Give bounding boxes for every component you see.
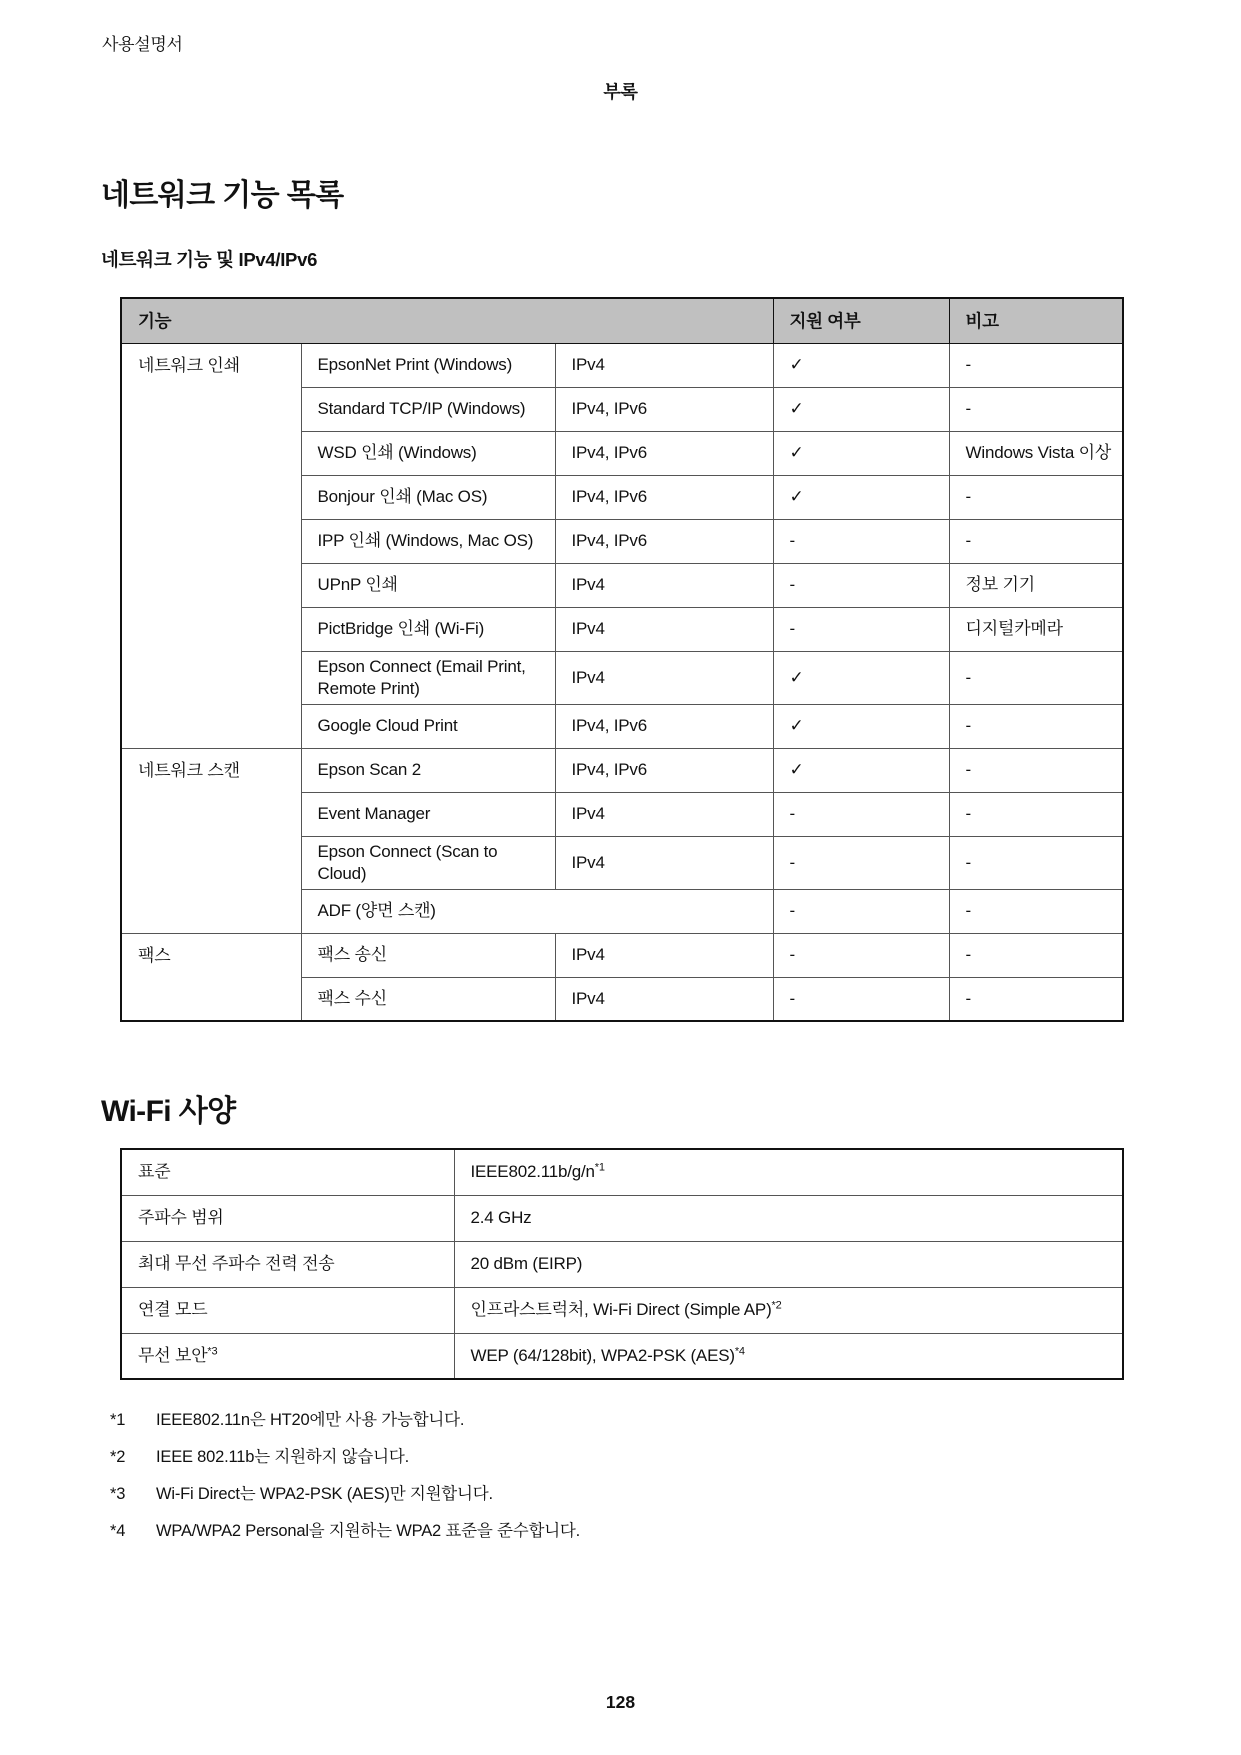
support-cell: -	[773, 977, 949, 1021]
note-cell: Windows Vista 이상	[949, 431, 1123, 475]
service-cell: Bonjour 인쇄 (Mac OS)	[301, 475, 555, 519]
footnote-marker: *3	[110, 1485, 126, 1503]
spec-value-footnote-ref: *4	[734, 1345, 745, 1358]
feature-group-cell: 팩스	[121, 933, 301, 1021]
service-cell: IPP 인쇄 (Windows, Mac OS)	[301, 519, 555, 563]
ip-cell: IPv4	[555, 792, 773, 836]
spec-label: 주파수 범위	[138, 1208, 224, 1227]
service-cell: Epson Connect (Email Print, Remote Print)	[301, 651, 555, 704]
footnote-text: WPA/WPA2 Personal을 지원하는 WPA2 표준을 준수합니다.	[156, 1522, 581, 1540]
table-row	[121, 343, 1123, 387]
service-cell: ADF (양면 스캔)	[301, 889, 773, 933]
spec-label-cell	[121, 1333, 454, 1379]
spec-label-cell	[121, 1287, 454, 1333]
page-number: 128	[605, 1692, 636, 1712]
note-cell: -	[949, 387, 1123, 431]
spec-label-footnote-ref: *3	[207, 1345, 218, 1358]
spec-label: 무선 보안	[138, 1345, 208, 1365]
note-cell: -	[949, 889, 1123, 933]
support-cell: -	[773, 563, 949, 607]
table-row	[121, 748, 1123, 792]
ip-cell: IPv4	[555, 607, 773, 651]
support-cell: ✓	[773, 651, 949, 704]
support-cell: -	[773, 607, 949, 651]
spec-value-footnote-ref: *2	[771, 1299, 782, 1312]
spec-label: 표준	[138, 1162, 171, 1182]
table-row	[121, 1241, 1123, 1287]
footnote	[110, 1483, 580, 1505]
running-header-appendix: 부록	[603, 82, 638, 102]
note-cell: -	[949, 651, 1123, 704]
support-cell: ✓	[773, 475, 949, 519]
note-cell: -	[949, 836, 1123, 889]
footnote	[110, 1520, 580, 1542]
service-cell: Standard TCP/IP (Windows)	[301, 387, 555, 431]
note-cell: 정보 기기	[949, 563, 1123, 607]
footnote-text: IEEE802.11n은 HT20에만 사용 가능합니다.	[156, 1411, 465, 1429]
note-cell: -	[949, 933, 1123, 977]
spec-label-cell	[121, 1149, 454, 1195]
spec-value-footnote-ref: *1	[594, 1161, 605, 1174]
ip-cell: IPv4	[555, 563, 773, 607]
col-header-note: 비고	[949, 298, 1123, 343]
support-cell: -	[773, 889, 949, 933]
support-cell: -	[773, 519, 949, 563]
service-cell: Google Cloud Print	[301, 704, 555, 748]
service-cell: UPnP 인쇄	[301, 563, 555, 607]
spec-value-cell	[454, 1333, 1123, 1379]
spec-value-cell	[454, 1287, 1123, 1333]
support-cell: ✓	[773, 704, 949, 748]
footnote	[110, 1409, 580, 1431]
table-row	[121, 1149, 1123, 1195]
note-cell: 디지털카메라	[949, 607, 1123, 651]
col-header-feature: 기능	[121, 298, 773, 343]
ip-cell: IPv4, IPv6	[555, 431, 773, 475]
footnote-marker: *4	[110, 1522, 126, 1540]
service-cell: Epson Scan 2	[301, 748, 555, 792]
footnote	[110, 1446, 580, 1468]
footnote-text: IEEE 802.11b는 지원하지 않습니다.	[156, 1448, 410, 1466]
support-cell: -	[773, 933, 949, 977]
wifi-spec-table	[120, 1148, 1124, 1380]
spec-value: 인프라스트럭처, Wi-Fi Direct (Simple AP)	[470, 1300, 772, 1319]
spec-value-cell	[454, 1241, 1123, 1287]
service-cell: 팩스 수신	[301, 977, 555, 1021]
service-cell: 팩스 송신	[301, 933, 555, 977]
ip-cell: IPv4	[555, 836, 773, 889]
footnote-marker: *1	[110, 1411, 126, 1429]
support-cell: ✓	[773, 343, 949, 387]
support-cell: ✓	[773, 431, 949, 475]
note-cell: -	[949, 343, 1123, 387]
network-feature-table	[120, 297, 1124, 1022]
table-row	[121, 1287, 1123, 1333]
spec-value: 20 dBm (EIRP)	[470, 1254, 583, 1273]
ip-cell: IPv4	[555, 977, 773, 1021]
service-cell: Event Manager	[301, 792, 555, 836]
ip-cell: IPv4	[555, 343, 773, 387]
note-cell: -	[949, 519, 1123, 563]
table-row	[121, 1195, 1123, 1241]
service-cell: EpsonNet Print (Windows)	[301, 343, 555, 387]
spec-value: 2.4 GHz	[470, 1208, 532, 1227]
ip-cell: IPv4, IPv6	[555, 387, 773, 431]
footnote-text: Wi-Fi Direct는 WPA2-PSK (AES)만 지원합니다.	[156, 1485, 493, 1503]
note-cell: -	[949, 475, 1123, 519]
table-header-row	[121, 298, 1123, 343]
network-subsection-title: 네트워크 기능 및 IPv4/IPv6	[101, 249, 318, 270]
support-cell: ✓	[773, 748, 949, 792]
ip-cell: IPv4, IPv6	[555, 704, 773, 748]
wifi-section-title: Wi-Fi 사양	[101, 1095, 236, 1128]
spec-label-cell	[121, 1241, 454, 1287]
ip-cell: IPv4	[555, 651, 773, 704]
spec-label-cell	[121, 1195, 454, 1241]
table-row	[121, 933, 1123, 977]
service-cell: Epson Connect (Scan to Cloud)	[301, 836, 555, 889]
note-cell: -	[949, 704, 1123, 748]
ip-cell: IPv4, IPv6	[555, 519, 773, 563]
note-cell: -	[949, 792, 1123, 836]
footnote-marker: *2	[110, 1448, 126, 1466]
note-cell: -	[949, 977, 1123, 1021]
ip-cell: IPv4	[555, 933, 773, 977]
spec-value: IEEE802.11b/g/n	[470, 1162, 595, 1182]
footnotes	[110, 1409, 580, 1557]
doc-title: 사용설명서	[102, 35, 183, 54]
support-cell: ✓	[773, 387, 949, 431]
spec-value-cell	[454, 1149, 1123, 1195]
service-cell: PictBridge 인쇄 (Wi-Fi)	[301, 607, 555, 651]
feature-group-cell: 네트워크 스캔	[121, 748, 301, 933]
support-cell: -	[773, 836, 949, 889]
table-row	[121, 1333, 1123, 1379]
spec-label: 최대 무선 주파수 전력 전송	[138, 1254, 335, 1273]
col-header-supported: 지원 여부	[773, 298, 949, 343]
support-cell: -	[773, 792, 949, 836]
note-cell: -	[949, 748, 1123, 792]
ip-cell: IPv4, IPv6	[555, 748, 773, 792]
network-section-title: 네트워크 기능 목록	[101, 179, 344, 212]
feature-group-cell: 네트워크 인쇄	[121, 343, 301, 748]
spec-value-cell	[454, 1195, 1123, 1241]
spec-value: WEP (64/128bit), WPA2-PSK (AES)	[470, 1345, 735, 1365]
service-cell: WSD 인쇄 (Windows)	[301, 431, 555, 475]
spec-label: 연결 모드	[138, 1300, 208, 1319]
ip-cell: IPv4, IPv6	[555, 475, 773, 519]
